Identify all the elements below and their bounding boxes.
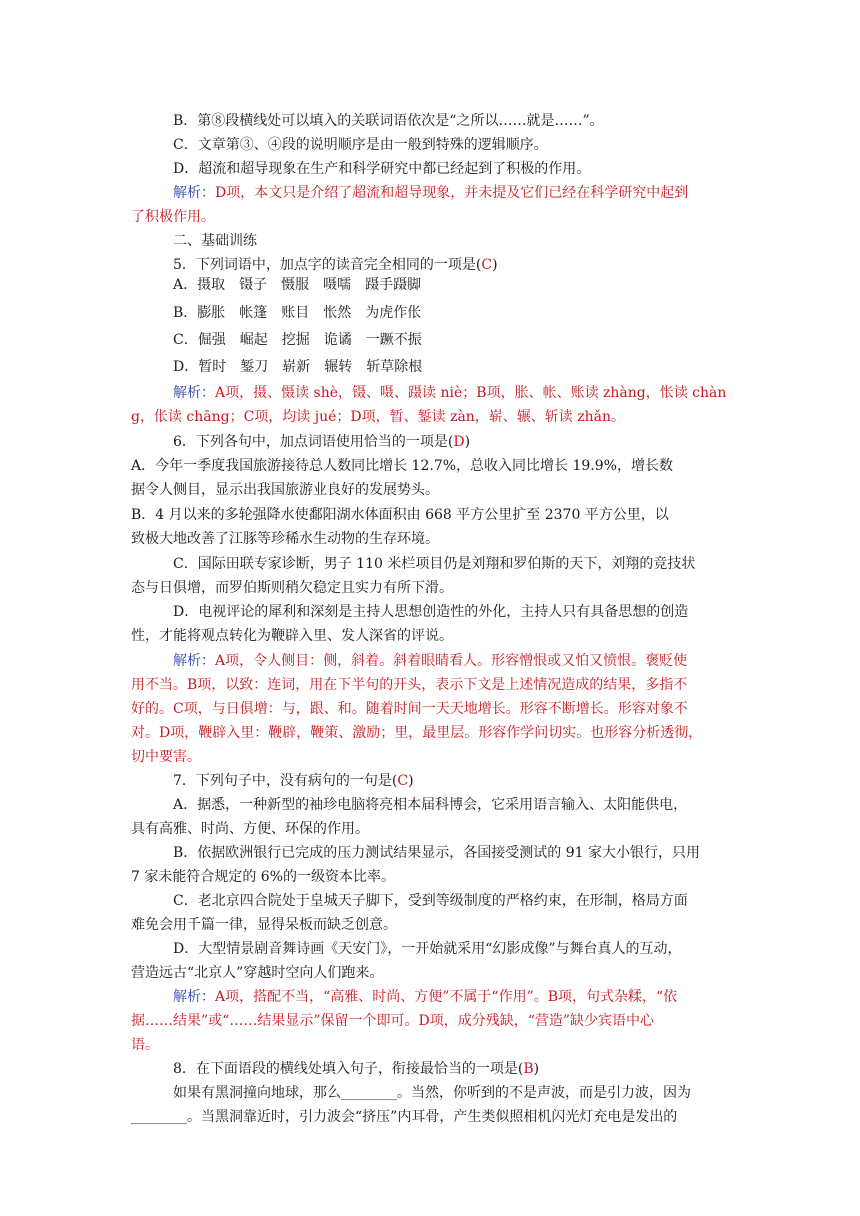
line-text: 具有高雅、时尚、方便、环保的作用。	[131, 821, 369, 837]
line-text: g，伥读 chāng；C项，均读 jué；D项，暂、錾读 zàn，崭、辗、斩读 zhǎn。	[131, 409, 626, 425]
text-line	[173, 649, 773, 673]
line-text: D．超流和超导现象在生产和科学研究中都已经起到了积极的作用。	[173, 161, 591, 177]
text-line	[173, 889, 773, 913]
text-line	[173, 301, 773, 325]
line-text: 7．下列句子中，没有病句的一句是(	[173, 773, 398, 789]
text-line	[131, 913, 731, 937]
text-line	[173, 1081, 773, 1105]
line-text: C．文章第③、④段的说明顺序是由一般到特殊的逻辑顺序。	[173, 137, 548, 153]
line-text: B．4 月以来的多轮强降水使鄱阳湖水体面积由 668 平方公里扩至 2370 平方公里，以	[131, 507, 669, 523]
line-text: 难免会用千篇一律，显得呆板而缺乏创意。	[131, 917, 397, 933]
text-line	[131, 527, 731, 551]
text-line	[173, 157, 773, 181]
line-text: D．暂时 錾刀 崭新 辗转 斩草除根	[173, 359, 423, 375]
text-line	[173, 793, 773, 817]
text-line	[131, 576, 731, 600]
line-text: C．倔强 崛起 挖掘 诡谲 一蹶不振	[173, 332, 422, 348]
text-line	[173, 1057, 773, 1081]
text-line	[173, 328, 773, 352]
line-text: 用不当。B项，以致：连词，用在下半句的开头，表示下文是上述情况造成的结果，多指不	[131, 677, 688, 693]
answer-paren: )	[464, 434, 471, 450]
text-line	[131, 405, 731, 429]
line-text: 据令人侧目，显示出我国旅游业良好的发展势头。	[131, 482, 439, 498]
text-line	[173, 769, 773, 793]
text-line	[131, 961, 731, 985]
line-text: 二、基础训练	[173, 233, 257, 249]
analysis-text: A项，搭配不当，“高雅、时尚、方便”不属于“作用”。B项，句式杂糅，“依	[215, 989, 678, 1005]
text-line	[173, 841, 773, 865]
analysis-text: A项，令人侧目：侧，斜着。斜着眼睛看人。形容憎恨或又怕又愤恨。褒贬使	[215, 653, 688, 669]
line-text: A．今年一季度我国旅游接待总人数同比增长 12.7%，总收入同比增长 19.9%，增长数	[131, 458, 673, 474]
text-line	[131, 673, 731, 697]
text-line	[131, 624, 731, 648]
text-line	[131, 697, 731, 721]
line-text: B．膨胀 帐篷 账目 怅然 为虎作伥	[173, 305, 422, 321]
line-text: C．老北京四合院处于皇城天子脚下，受到等级制度的严格约束，在形制，格局方面	[173, 893, 688, 909]
line-text: C．国际田联专家诊断，男子 110 米栏项目仍是刘翔和罗伯斯的天下，刘翔的竞技状	[173, 556, 696, 572]
text-line	[131, 817, 731, 841]
line-text: D．大型情景剧音舞诗画《天安门》，一开始就采用“幻影成像”与舞台真人的互动，	[173, 941, 682, 957]
analysis-label: 解析：	[173, 653, 215, 669]
answer-letter: D	[453, 434, 465, 450]
text-line	[173, 133, 773, 157]
text-line	[131, 865, 731, 889]
line-text: 语。	[131, 1037, 159, 1053]
answer-letter: C	[481, 257, 493, 273]
line-text: 致极大地改善了江豚等珍稀水生动物的生存环境。	[131, 531, 439, 547]
answer-paren: )	[492, 257, 498, 273]
answer-letter: C	[397, 773, 409, 789]
text-line	[173, 229, 773, 253]
line-text: 如果有黑洞撞向地球，那么________。当然，你听到的不是声波，而是引力波，因为	[173, 1085, 691, 1101]
text-line	[173, 355, 773, 379]
text-line	[173, 381, 773, 405]
text-line	[173, 181, 773, 205]
text-line	[173, 985, 773, 1009]
text-line	[131, 1033, 731, 1057]
line-text: 好的。C项，与日俱增：与，跟、和。随着时间一天天地增长。形容不断增长。形容对象不	[131, 701, 688, 717]
text-line	[131, 205, 731, 229]
line-text: 切中要害。	[131, 749, 201, 765]
line-text: A．据悉，一种新型的袖珍电脑将亮相本届科博会，它采用语言输入、太阳能供电，	[173, 797, 688, 813]
text-line	[131, 1009, 731, 1033]
line-text: D．电视评论的犀利和深刻是主持人思想创造性的外化，主持人只有具备思想的创造	[173, 604, 689, 620]
text-line	[173, 600, 773, 624]
answer-paren: )	[408, 773, 414, 789]
analysis-text: D项，本文只是介绍了超流和超导现象，并未提及它们已经在科学研究中起到	[215, 185, 689, 201]
line-text: B．第⑧段横线处可以填入的关联词语依次是“之所以……就是……”。	[173, 113, 604, 129]
line-text: 8．在下面语段的横线处填入句子，衔接最恰当的一项是(	[173, 1061, 524, 1077]
analysis-label: 解析：	[173, 385, 215, 401]
line-text: 据……结果”或“……结果显示”保留一个即可。D项，成分残缺，“营造”缺少宾语中心	[131, 1013, 655, 1029]
line-text: 了积极作用。	[131, 209, 215, 225]
line-text: A．摄取 镊子 慑服 嗫嚅 蹑手蹑脚	[173, 277, 422, 293]
text-line	[131, 454, 731, 478]
line-text: 5．下列词语中，加点字的读音完全相同的一项是(	[173, 257, 482, 273]
text-line	[173, 552, 773, 576]
text-line	[173, 273, 773, 297]
answer-paren: )	[533, 1061, 540, 1077]
line-text: 性，才能将观点转化为鞭辟入里、发人深省的评说。	[131, 628, 453, 644]
line-text: 6．下列各句中，加点词语使用恰当的一项是(	[173, 434, 454, 450]
text-line	[131, 1105, 731, 1129]
analysis-label: 解析：	[173, 185, 215, 201]
text-line	[131, 503, 731, 527]
text-line	[131, 478, 731, 502]
analysis-text: A项，摄、慑读 shè，镊、嗫、蹑读 niè；B项，胀、帐、账读 zhàng，怅读 chàn	[215, 385, 727, 401]
line-text: ________。当黑洞靠近时，引力波会“挤压”内耳骨，产生类似照相机闪光灯充电是发出的	[131, 1109, 678, 1125]
analysis-label: 解析：	[173, 989, 215, 1005]
text-line	[173, 109, 773, 133]
line-text: 对。D项，鞭辟入里：鞭辟，鞭策、激励；里，最里层。形容作学问切实。也形容分析透彻，	[131, 725, 703, 741]
line-text: B．依据欧洲银行已完成的压力测试结果显示，各国接受测试的 91 家大小银行，只用	[173, 845, 701, 861]
line-text: 营造远古“北京人”穿越时空向人们跑来。	[131, 965, 384, 981]
line-text: 态与日俱增，而罗伯斯则稍欠稳定且实力有所下滑。	[131, 580, 453, 596]
text-line	[173, 430, 773, 454]
text-line	[131, 721, 731, 745]
line-text: 7 家未能符合规定的 6%的一级资本比率。	[131, 869, 396, 885]
text-line	[173, 937, 773, 961]
answer-letter: B	[523, 1061, 534, 1077]
text-line	[131, 745, 731, 769]
